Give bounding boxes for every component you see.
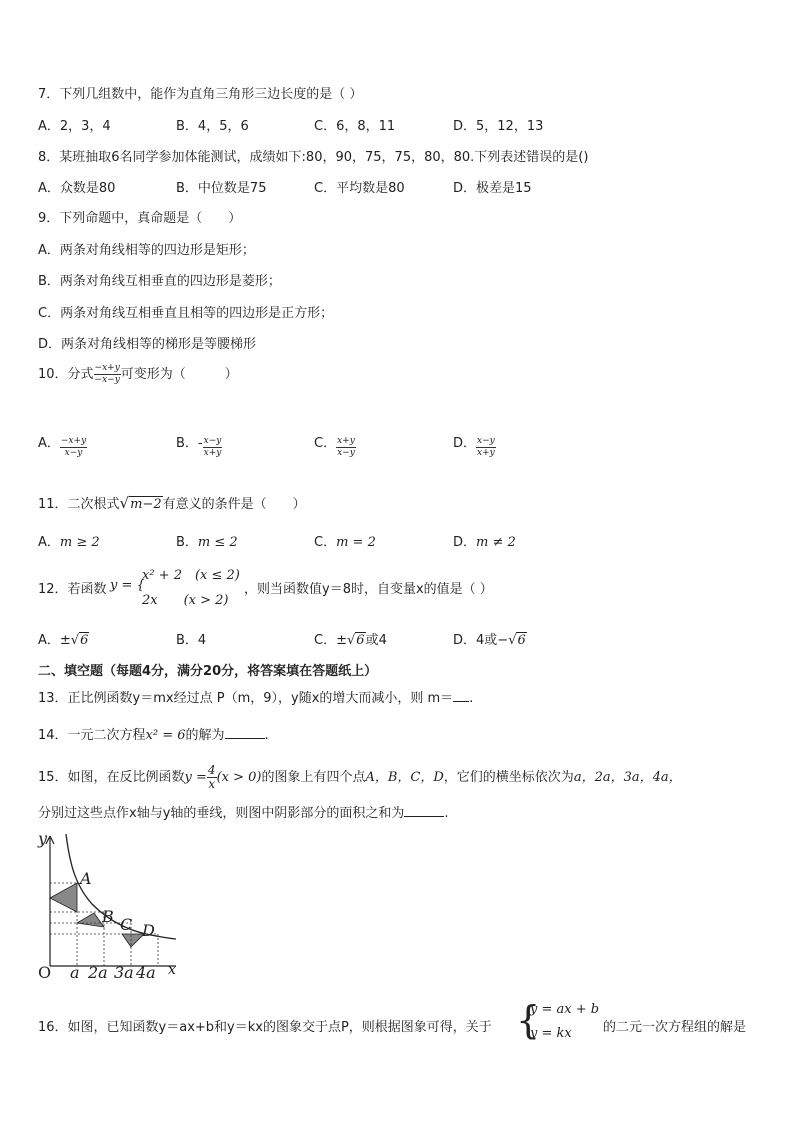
q12-option-b[interactable]: B．4 <box>176 633 207 648</box>
numerator: x−y <box>203 436 222 446</box>
q15-end: . <box>444 806 449 821</box>
q14-equation: x² = 6 <box>145 728 186 743</box>
x-label: x <box>168 962 176 978</box>
q11-stem-pre: 11．二次根式 <box>38 497 120 512</box>
q10-c-fraction <box>336 436 356 459</box>
radicand: 6 <box>356 633 365 648</box>
q15-fraction <box>207 764 217 791</box>
q15-line2-text: 分别过这些点作x轴与y轴的垂线，则图中阴影部分的面积之和为 <box>38 806 405 821</box>
q14-stem <box>38 724 269 743</box>
q10-option-a[interactable] <box>38 428 87 459</box>
q16-system-1: y = ax + b <box>530 1002 600 1017</box>
q16-post: 的二元一次方程组的解是 <box>603 1020 747 1035</box>
q16-brace: { <box>516 998 541 1042</box>
radicand: 6 <box>80 633 89 648</box>
y-label: y <box>38 829 48 848</box>
q15-points: A，B，C，D <box>365 770 444 785</box>
q10-a-fraction <box>60 436 87 459</box>
q9-stem: 9．下列命题中，真命题是（ ） <box>38 211 242 226</box>
radical-sign: √ <box>346 633 356 648</box>
q15-func-y: y = <box>184 770 207 785</box>
origin-label: O <box>38 963 52 980</box>
q12-stem-pre: 12．若函数 <box>38 582 107 597</box>
point-a-label: A <box>80 869 92 888</box>
q10-fraction-denominator: −x−y <box>94 375 120 385</box>
numerator: x−y <box>477 436 495 446</box>
q15-stem <box>38 764 682 791</box>
shaded-triangle-a <box>50 883 77 912</box>
q9-option-c[interactable]: C．两条对角线互相垂直且相等的四边形是正方形； <box>38 306 334 321</box>
q8-stem: 8．某班抽取6名同学参加体能测试，成绩如下:80，90，75，75，80，80.下列表述错误的是() <box>38 150 589 165</box>
q15-post: 的图象上有四个点 <box>261 770 366 785</box>
radical-sign: √ <box>70 633 80 648</box>
q10-option-b[interactable] <box>176 428 222 459</box>
radical-sign: √ <box>119 494 130 512</box>
q11-option-a[interactable] <box>38 531 100 550</box>
q11-radicand: m−2 <box>130 497 162 512</box>
q16-stem: 16．如图，已知函数y＝ax+b和y＝kx的图象交于点P，则根据图象可得，关于 <box>38 1020 492 1035</box>
q13-answer-blank[interactable] <box>453 689 469 702</box>
numerator: 4 <box>207 763 216 777</box>
q12-option-d[interactable] <box>453 629 527 648</box>
q9-option-b[interactable]: B．两条对角线互相垂直的四边形是菱形； <box>38 274 281 289</box>
q14-pre: 14．一元二次方程 <box>38 728 146 743</box>
q15-condition: (x > 0) <box>216 770 262 785</box>
q12-option-a[interactable] <box>38 629 89 648</box>
option-tail: 或4 <box>365 633 387 648</box>
option-label: C． <box>314 535 337 550</box>
option-math: m = 2 <box>336 535 376 550</box>
option-label: D． <box>453 436 477 451</box>
q14-end: . <box>264 728 269 743</box>
point-d-label: D <box>142 921 155 940</box>
point-c-label: C <box>120 915 133 934</box>
numerator: x+y <box>337 436 355 446</box>
q7-option-c[interactable]: C．6，8，11 <box>314 119 396 134</box>
section-2-heading: 二、填空题（每题4分，满分20分，将答案填在答题纸上） <box>38 664 378 679</box>
numerator: −x+y <box>60 436 87 446</box>
q13-stem <box>38 687 473 706</box>
q11-option-b[interactable] <box>176 531 238 550</box>
point-b-label: B <box>102 907 114 926</box>
option-label: C．± <box>314 633 347 648</box>
tick-2a: 2a <box>88 963 108 980</box>
option-label: A．± <box>38 633 71 648</box>
q7-option-b[interactable]: B．4，5，6 <box>176 119 249 134</box>
q10-d-fraction <box>476 436 496 459</box>
q10-b-fraction <box>203 436 223 459</box>
q16-system-2: y = kx <box>530 1026 572 1041</box>
option-label: C． <box>314 436 337 451</box>
q13-end: . <box>469 691 474 706</box>
q10-option-d[interactable] <box>453 428 496 459</box>
option-label: B． <box>176 535 198 550</box>
q15-figure <box>36 826 186 980</box>
q12-case-1: x² + 2 (x ≤ 2) <box>142 568 240 583</box>
option-math: m ≤ 2 <box>197 535 238 550</box>
q9-option-a[interactable]: A．两条对角线相等的四边形是矩形； <box>38 243 255 258</box>
q7-option-a[interactable]: A．2，3，4 <box>38 119 111 134</box>
q8-option-d[interactable]: D．极差是15 <box>453 181 532 196</box>
q10-stem-pre: 10．分式 <box>38 367 94 382</box>
q10-option-c[interactable] <box>314 428 356 459</box>
option-label: D． <box>453 535 477 550</box>
option-label: B．- <box>176 436 203 451</box>
q8-option-b[interactable]: B．中位数是75 <box>176 181 267 196</box>
tick-a: a <box>70 963 80 980</box>
q8-option-a[interactable]: A．众数是80 <box>38 181 116 196</box>
q14-answer-blank[interactable] <box>225 726 265 739</box>
q8-option-c[interactable]: C．平均数是80 <box>314 181 405 196</box>
q11-option-d[interactable] <box>453 531 516 550</box>
tick-4a: 4a <box>136 963 156 980</box>
option-math: m ≠ 2 <box>476 535 516 550</box>
q15-pre: 15．如图，在反比例函数 <box>38 770 185 785</box>
denominator: x <box>208 777 216 791</box>
q7-stem: 7．下列几组数中，能作为直角三角形三边长度的是（ ） <box>38 87 363 102</box>
q10-fraction-numerator: −x+y <box>94 363 120 373</box>
q12-stem-post: ，则当函数值y＝8时，自变量x的值是（ ） <box>244 582 493 597</box>
q11-stem-post: 有意义的条件是（ ） <box>162 497 306 512</box>
option-label: D．4或− <box>453 633 509 648</box>
radical-sign: √ <box>508 633 517 648</box>
q13-text: 13．正比例函数y＝mx经过点 P（m，9），y随x的增大而减小，则 m＝ <box>38 691 454 706</box>
denominator: x−y <box>64 448 83 458</box>
q10-fraction <box>94 363 121 386</box>
option-label: A． <box>38 436 60 451</box>
tick-3a: 3a <box>114 963 134 980</box>
q15-xs: a，2a，3a，4a， <box>573 770 682 785</box>
q12-case-2: 2x (x > 2) <box>142 593 229 608</box>
q10-stem-post: 可变形为（ ） <box>120 367 238 382</box>
q12-option-c[interactable] <box>314 629 387 648</box>
q15-answer-blank[interactable] <box>404 804 444 817</box>
q10-stem <box>38 363 238 386</box>
q11-stem <box>38 493 306 512</box>
q14-post: 的解为 <box>185 728 225 743</box>
denominator: x−y <box>337 448 355 458</box>
shaded-triangle-b <box>77 913 104 927</box>
radicand: 6 <box>517 633 526 648</box>
denominator: x+y <box>203 448 222 458</box>
option-label: A． <box>38 535 60 550</box>
q11-option-c[interactable] <box>314 531 376 550</box>
q9-option-d[interactable]: D．两条对角线相等的梯形是等腰梯形 <box>38 337 257 352</box>
q15-line-2 <box>38 802 449 821</box>
option-math: m ≥ 2 <box>59 535 100 550</box>
shaded-triangle-c <box>122 934 144 947</box>
q7-option-d[interactable]: D．5，12，13 <box>453 119 544 134</box>
q15-post2: ，它们的横坐标依次为 <box>443 770 574 785</box>
q12-func-y: y = { <box>110 578 145 593</box>
denominator: x+y <box>477 448 495 458</box>
